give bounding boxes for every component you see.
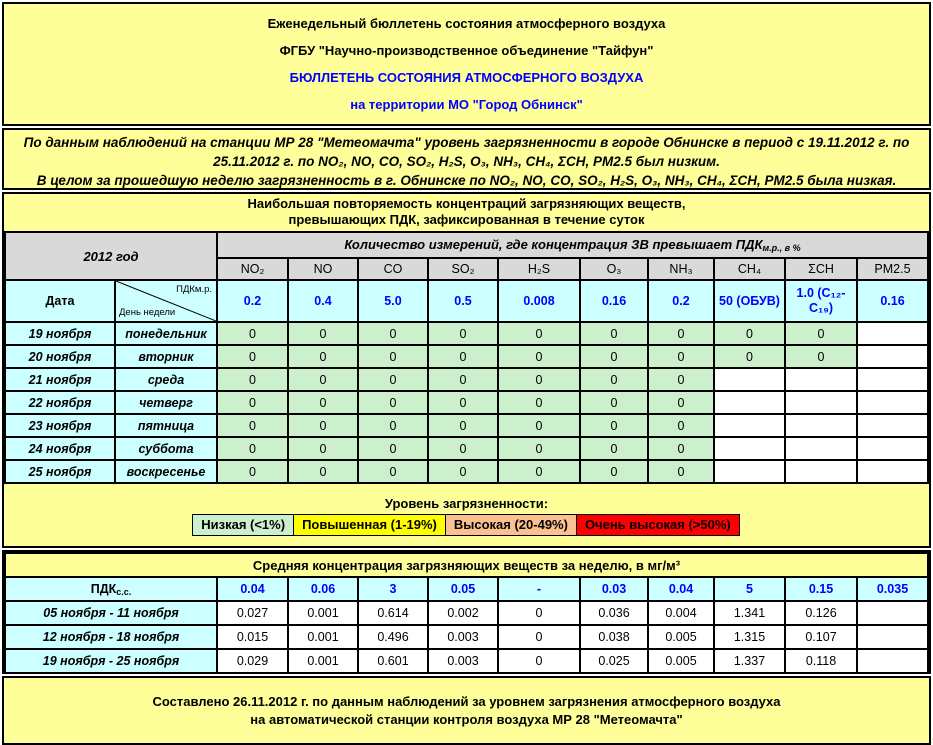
pollutant-header-co: CO <box>358 258 428 280</box>
value-cell: 0 <box>217 437 288 460</box>
avg-value-cell: 0.038 <box>580 625 648 649</box>
value-cell: 0 <box>648 322 714 345</box>
avg-week-row <box>5 601 928 625</box>
avg-value-cell: 0.029 <box>217 649 288 673</box>
date-cell: 22 ноября <box>5 391 115 414</box>
empty-cell <box>785 460 857 483</box>
table-row-sunday <box>5 460 928 483</box>
avg-value-cell: 0.001 <box>288 649 358 673</box>
pollutant-header-ch4: CH₄ <box>714 258 785 280</box>
table-row-friday <box>5 414 928 437</box>
avg-value-cell: 0.005 <box>648 649 714 673</box>
avg-value-cell: 0.003 <box>428 625 498 649</box>
pdk-ss-value-cell: 0.035 <box>857 577 928 601</box>
value-cell: 0 <box>498 368 580 391</box>
empty-cell <box>714 414 785 437</box>
date-cell: 20 ноября <box>5 345 115 368</box>
period-cell: 19 ноября - 25 ноября <box>5 649 217 673</box>
exceedance-section <box>2 192 931 548</box>
exceedance-table-title <box>4 194 929 231</box>
measurements-header-text: Количество измерений, где концентрация ЗВ превышает ПДК <box>344 237 763 252</box>
empty-cell <box>785 437 857 460</box>
table-row-wednesday <box>5 368 928 391</box>
avg-table-title-row <box>5 553 928 577</box>
pdk-value-cell: 0.16 <box>857 280 928 322</box>
value-cell: 0 <box>714 345 785 368</box>
value-cell: 0 <box>217 414 288 437</box>
avg-value-cell: 0.126 <box>785 601 857 625</box>
avg-pdk-row <box>5 577 928 601</box>
diagonal-header-cell <box>115 280 217 322</box>
avg-value-cell: 0.001 <box>288 601 358 625</box>
summary-line-3: В целом за прошедшую неделю загрязненность в г. Обнинске по NO₂, NO, CO, SO₂, H₂S, O₃, NH₃, CH₄, ΣCH, PM2.5 была низкая. <box>36 173 897 188</box>
pdk-value-cell: 1.0 (C₁₂-C₁₉) <box>785 280 857 322</box>
value-cell: 0 <box>648 368 714 391</box>
pdk-value-cell: 0.5 <box>428 280 498 322</box>
pdk-ss-value-cell: 0.05 <box>428 577 498 601</box>
value-cell: 0 <box>580 345 648 368</box>
measurements-header-subscript: м.р., в % <box>762 243 801 253</box>
day-cell: понедельник <box>115 322 217 345</box>
pdk-mr-label: ПДКм.р. <box>176 284 212 295</box>
pdk-ss-value-cell: 0.04 <box>648 577 714 601</box>
value-cell: 0 <box>580 414 648 437</box>
empty-cell <box>714 437 785 460</box>
legend-title: Уровень загрязненности: <box>384 496 549 511</box>
pdk-value-cell: 50 (ОБУВ) <box>714 280 785 322</box>
empty-cell <box>785 414 857 437</box>
value-cell: 0 <box>648 437 714 460</box>
day-cell: четверг <box>115 391 217 414</box>
value-cell: 0 <box>714 322 785 345</box>
empty-cell <box>714 391 785 414</box>
value-cell: 0 <box>580 322 648 345</box>
empty-cell <box>857 601 928 625</box>
pdk-ss-subscript: с.с. <box>116 586 132 597</box>
legend-item-very-high: Очень высокая (>50%) <box>576 514 740 536</box>
avg-value-cell: 0.601 <box>358 649 428 673</box>
pollutant-header-so2: SO₂ <box>428 258 498 280</box>
day-cell: воскресенье <box>115 460 217 483</box>
territory-name: на территории МО "Город Обнинск" <box>350 97 583 112</box>
value-cell: 0 <box>648 460 714 483</box>
avg-value-cell: 0 <box>498 601 580 625</box>
empty-cell <box>857 322 928 345</box>
day-cell: среда <box>115 368 217 391</box>
value-cell: 0 <box>428 391 498 414</box>
avg-value-cell: 0.005 <box>648 625 714 649</box>
value-cell: 0 <box>648 345 714 368</box>
value-cell: 0 <box>428 368 498 391</box>
pdk-value-cell: 0.008 <box>498 280 580 322</box>
value-cell: 0 <box>217 391 288 414</box>
avg-value-cell: 0.002 <box>428 601 498 625</box>
pollutant-header-o3: O₃ <box>580 258 648 280</box>
avg-value-cell: 0.001 <box>288 625 358 649</box>
pollutant-header-nh3: NH₃ <box>648 258 714 280</box>
value-cell: 0 <box>358 368 428 391</box>
date-cell: 19 ноября <box>5 322 115 345</box>
exceedance-title-line-2: превышающих ПДК, зафиксированная в течение суток <box>288 212 645 227</box>
bulletin-subtitle: Еженедельный бюллетень состояния атмосферного воздуха <box>267 16 666 31</box>
avg-value-cell: 0.025 <box>580 649 648 673</box>
avg-value-cell: 0 <box>498 625 580 649</box>
pdk-value-cell: 0.2 <box>217 280 288 322</box>
value-cell: 0 <box>288 391 358 414</box>
value-cell: 0 <box>288 322 358 345</box>
value-cell: 0 <box>358 345 428 368</box>
value-cell: 0 <box>358 460 428 483</box>
avg-value-cell: 1.337 <box>714 649 785 673</box>
date-cell: 21 ноября <box>5 368 115 391</box>
value-cell: 0 <box>428 437 498 460</box>
pdk-ss-value-cell: 0.15 <box>785 577 857 601</box>
pdk-ss-value-cell: 0.06 <box>288 577 358 601</box>
avg-value-cell: 1.315 <box>714 625 785 649</box>
value-cell: 0 <box>785 345 857 368</box>
value-cell: 0 <box>288 345 358 368</box>
summary-line-1: По данным наблюдений на станции МР 28 "Метеомачта" уровень загрязненности в городе Обнинске в период с 19.11.2012 г. по <box>23 135 910 150</box>
pdk-row <box>5 280 928 322</box>
legend-item-elevated: Повышенная (1-19%) <box>293 514 446 536</box>
summary-line-2: 25.11.2012 г. по NO₂, NO, CO, SO₂, H₂S, O₃, NH₃, CH₄, ΣCH, PM2.5 был низким. <box>213 154 720 169</box>
exceedance-title-line-1: Наибольшая повторяемость концентраций загрязняющих веществ, <box>247 196 686 211</box>
table-row-thursday <box>5 391 928 414</box>
empty-cell <box>857 368 928 391</box>
value-cell: 0 <box>428 322 498 345</box>
value-cell: 0 <box>358 322 428 345</box>
value-cell: 0 <box>498 414 580 437</box>
value-cell: 0 <box>217 322 288 345</box>
day-cell: вторник <box>115 345 217 368</box>
table-row-tuesday <box>5 345 928 368</box>
empty-cell <box>857 345 928 368</box>
pdk-value-cell: 0.4 <box>288 280 358 322</box>
avg-value-cell: 0.036 <box>580 601 648 625</box>
value-cell: 0 <box>288 414 358 437</box>
pdk-value-cell: 0.16 <box>580 280 648 322</box>
pdk-value-cell: 5.0 <box>358 280 428 322</box>
value-cell: 0 <box>428 345 498 368</box>
table-row-monday <box>5 322 928 345</box>
empty-cell <box>785 368 857 391</box>
pdk-ss-label-cell <box>5 577 217 601</box>
value-cell: 0 <box>288 368 358 391</box>
avg-value-cell: 0.004 <box>648 601 714 625</box>
bulletin-title: БЮЛЛЕТЕНЬ СОСТОЯНИЯ АТМОСФЕРНОГО ВОЗДУХА <box>289 70 644 85</box>
value-cell: 0 <box>217 460 288 483</box>
pdk-value-cell: 0.2 <box>648 280 714 322</box>
pollutant-header-no2: NO₂ <box>217 258 288 280</box>
period-cell: 12 ноября - 18 ноября <box>5 625 217 649</box>
value-cell: 0 <box>498 437 580 460</box>
empty-cell <box>857 649 928 673</box>
footer-line-1: Составлено 26.11.2012 г. по данным наблюдений за уровнем загрязнения атмосферного воздуха <box>152 693 781 709</box>
empty-cell <box>857 391 928 414</box>
value-cell: 0 <box>580 437 648 460</box>
pdk-ss-value-cell: 5 <box>714 577 785 601</box>
organization-name: ФГБУ "Научно-производственное объединение "Тайфун" <box>279 43 654 58</box>
day-cell: суббота <box>115 437 217 460</box>
avg-value-cell: 0.118 <box>785 649 857 673</box>
pollutant-header-sch: ΣCH <box>785 258 857 280</box>
value-cell: 0 <box>428 460 498 483</box>
empty-cell <box>857 460 928 483</box>
value-cell: 0 <box>288 460 358 483</box>
pollutant-header-h2s: H₂S <box>498 258 580 280</box>
avg-table-title: Средняя концентрация загрязняющих веществ за неделю, в мг/м³ <box>5 553 928 577</box>
table-header-row <box>5 232 928 258</box>
legend-items <box>4 514 929 536</box>
date-cell: 24 ноября <box>5 437 115 460</box>
value-cell: 0 <box>288 437 358 460</box>
value-cell: 0 <box>580 460 648 483</box>
pdk-ss-value-cell: 0.04 <box>217 577 288 601</box>
empty-cell <box>857 414 928 437</box>
date-label-cell: Дата <box>5 280 115 322</box>
value-cell: 0 <box>358 414 428 437</box>
value-cell: 0 <box>358 437 428 460</box>
empty-cell <box>714 368 785 391</box>
pollutant-header-pm25: PM2.5 <box>857 258 928 280</box>
pollutant-header-no: NO <box>288 258 358 280</box>
date-cell: 25 ноября <box>5 460 115 483</box>
avg-week-row <box>5 625 928 649</box>
exceedance-table <box>4 231 929 484</box>
footer-line-2: на автоматической станции контроля воздуха МР 28 "Метеомачта" <box>250 711 683 727</box>
year-cell: 2012 год <box>5 232 217 280</box>
pdk-ss-label: ПДК <box>90 581 117 596</box>
empty-cell <box>857 625 928 649</box>
value-cell: 0 <box>498 322 580 345</box>
value-cell: 0 <box>580 391 648 414</box>
pdk-ss-value-cell: 3 <box>358 577 428 601</box>
legend-item-low: Низкая (<1%) <box>192 514 294 536</box>
avg-week-row <box>5 649 928 673</box>
table-row-saturday <box>5 437 928 460</box>
avg-value-cell: 0.107 <box>785 625 857 649</box>
avg-value-cell: 0.027 <box>217 601 288 625</box>
avg-value-cell: 0.015 <box>217 625 288 649</box>
date-cell: 23 ноября <box>5 414 115 437</box>
avg-value-cell: 1.341 <box>714 601 785 625</box>
value-cell: 0 <box>428 414 498 437</box>
value-cell: 0 <box>498 345 580 368</box>
average-concentration-table <box>4 552 929 674</box>
value-cell: 0 <box>498 460 580 483</box>
avg-value-cell: 0.496 <box>358 625 428 649</box>
average-concentration-section <box>2 550 931 674</box>
value-cell: 0 <box>498 391 580 414</box>
measurements-header-cell <box>217 232 928 258</box>
value-cell: 0 <box>785 322 857 345</box>
period-cell: 05 ноября - 11 ноября <box>5 601 217 625</box>
pdk-ss-value-cell: - <box>498 577 580 601</box>
value-cell: 0 <box>217 368 288 391</box>
bulletin-header <box>2 2 931 126</box>
value-cell: 0 <box>217 345 288 368</box>
value-cell: 0 <box>580 368 648 391</box>
pdk-ss-value-cell: 0.03 <box>580 577 648 601</box>
empty-cell <box>714 460 785 483</box>
footer-note <box>2 676 931 745</box>
avg-value-cell: 0.614 <box>358 601 428 625</box>
pollution-level-legend <box>4 484 929 536</box>
avg-value-cell: 0.003 <box>428 649 498 673</box>
legend-item-high: Высокая (20-49%) <box>445 514 577 536</box>
value-cell: 0 <box>648 391 714 414</box>
empty-cell <box>785 391 857 414</box>
empty-cell <box>857 437 928 460</box>
avg-value-cell: 0 <box>498 649 580 673</box>
day-cell: пятница <box>115 414 217 437</box>
day-of-week-label: День недели <box>119 307 176 318</box>
summary-text-section <box>2 128 931 190</box>
value-cell: 0 <box>358 391 428 414</box>
value-cell: 0 <box>648 414 714 437</box>
